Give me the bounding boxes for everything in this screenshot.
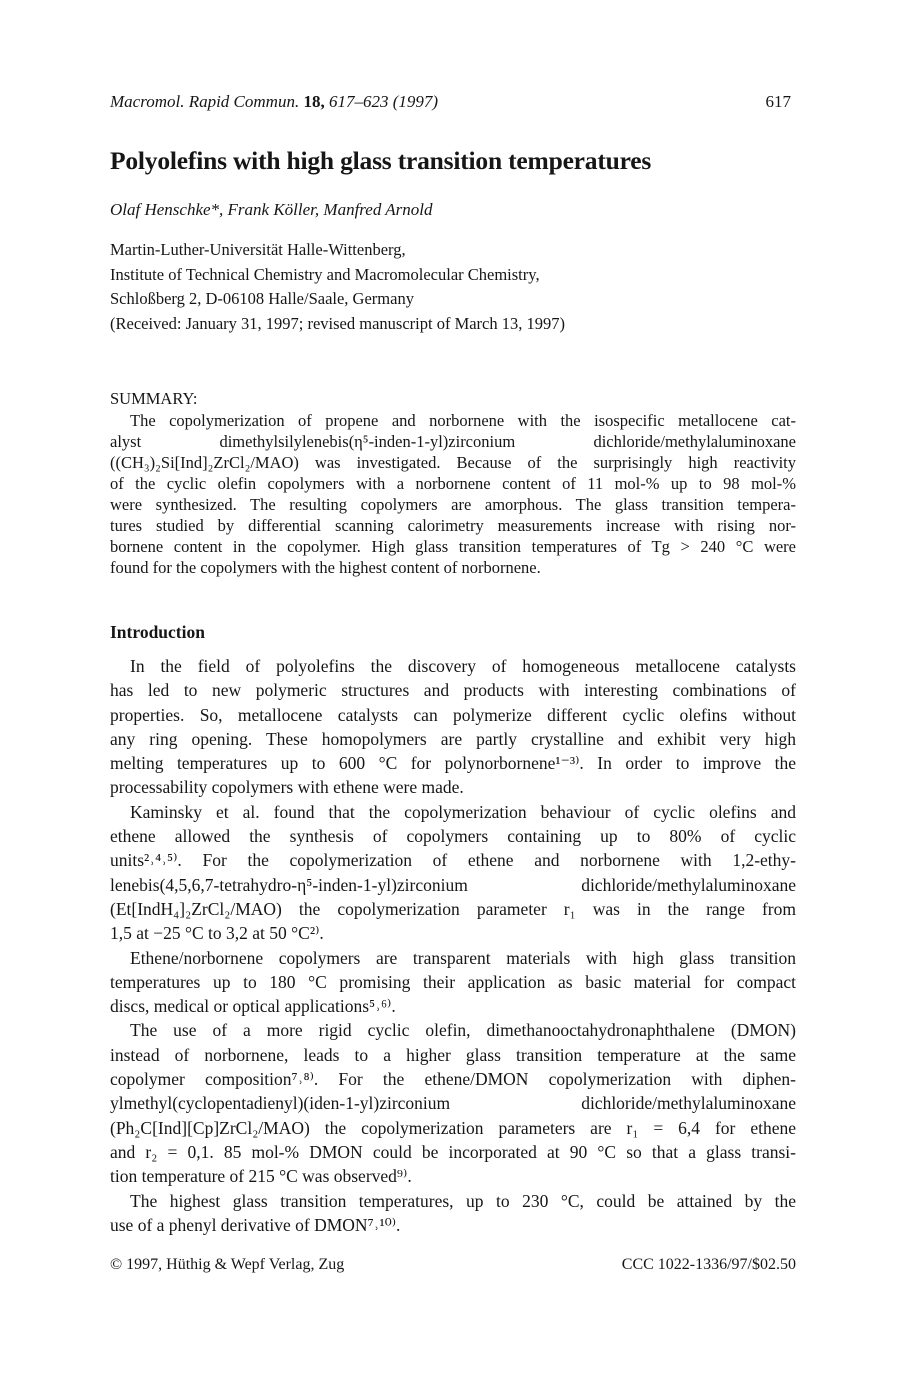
summary-body [110,410,796,578]
paragraph-line: properties. So, metallocene catalysts can polymerize different cyclic olefins without [110,704,796,725]
paragraph-line: ylmethyl(cyclopentadienyl)(iden-1-yl)zirconium dichloride/methylaluminoxane [110,1093,796,1114]
journal-pages-year: 617–623 (1997) [328,92,439,111]
copyright-notice: © 1997, Hüthig & Wepf Verlag, Zug [110,1256,345,1273]
paragraph-line: any ring opening. These homopolymers are partly crystalline and exhibit very high [110,728,796,749]
paragraph-line: Kaminsky et al. found that the copolymerization behaviour of cyclic olefins and [130,801,796,822]
affiliation-line: Institute of Technical Chemistry and Macromolecular Chemistry, [110,264,540,284]
paragraph-line: In the field of polyolefins the discovery of homogeneous metallocene catalysts [130,656,796,676]
paragraph-line: (Ph₂C[Ind][Cp]ZrCl₂/MAO) the copolymerization parameters are r₁ = 6,4 for ethene [110,1117,796,1138]
paragraph-line: discs, medical or optical applications⁵˒⁶⁾. [110,996,396,1017]
summary-line: tures studied by differential scanning calorimetry measurements increase with rising nor- [110,516,796,535]
running-head [110,92,796,118]
introduction-body [110,654,796,1237]
paragraph-line: 1,5 at −25 °C to 3,2 at 50 °C²⁾. [110,923,324,944]
summary-line: bornene content in the copolymer. High glass transition temperatures of Tg > 240 °C were [110,537,796,556]
paragraph-line: and r₂ = 0,1. 85 mol-% DMON could be incorporated at 90 °C so that a glass transi- [110,1141,796,1162]
paragraph-line: (Et[IndH₄]₂ZrCl₂/MAO) the copolymerization parameter r₁ was in the range from [110,898,796,919]
section-heading-introduction: Introduction [110,622,205,642]
paragraph-line: units²˒⁴˒⁵⁾. For the copolymerization of ethene and norbornene with 1,2-ethy- [110,850,796,871]
paragraph-line: processability copolymers with ethene were made. [110,777,464,798]
paragraph-line: ethene allowed the synthesis of copolymers containing up to 80% of cyclic [110,826,796,847]
article-title: Polyolefins with high glass transition temperatures [110,146,652,175]
received-dates: (Received: January 31, 1997; revised manuscript of March 13, 1997) [110,314,565,333]
paragraph-line: use of a phenyl derivative of DMON⁷˒¹⁰⁾. [110,1214,401,1235]
summary-line: alyst dimethylsilylenebis(η⁵-inden-1-yl)zirconium dichloride/methylaluminoxane [110,432,796,451]
author-list: Olaf Henschke*, Frank Köller, Manfred Arnold [110,200,433,219]
summary-heading: SUMMARY: [110,389,198,408]
paragraph-line: has led to new polymeric structures and products with interesting combinations of [110,680,796,701]
summary-line: The copolymerization of propene and norbornene with the isospecific metallocene cat- [130,411,796,430]
journal-citation [110,92,438,112]
ccc-code: CCC 1022-1336/97/$02.50 [621,1256,796,1273]
paragraph-line: Ethene/norbornene copolymers are transparent materials with high glass transition [130,947,796,968]
paragraph-line: temperatures up to 180 °C promising their application as basic material for compact [110,971,796,992]
summary-line: were synthesized. The resulting copolymers are amorphous. The glass transition tempera- [110,495,796,514]
affiliation [110,238,540,312]
paragraph-line: instead of norbornene, leads to a higher glass transition temperature at the same [110,1044,796,1065]
paragraph-line: The use of a more rigid cyclic olefin, dimethanooctahydronaphthalene (DMON) [130,1020,796,1041]
paragraph-line: The highest glass transition temperatures, up to 230 °C, could be attained by the [130,1190,796,1211]
summary-line: ((CH₃)₂Si[Ind]₂ZrCl₂/MAO) was investigated. Because of the surprisingly high reactivity [110,453,796,472]
journal-volume: 18, [303,92,325,111]
paragraph-line: melting temperatures up to 600 °C for polynorbornene¹⁻³⁾. In order to improve the [110,753,796,774]
page-number: 617 [765,92,791,111]
paragraph-line: copolymer composition⁷˒⁸⁾. For the ethene/DMON copolymerization with diphen- [110,1069,796,1090]
affiliation-line: Martin-Luther-Universität Halle-Wittenberg, [110,240,406,259]
paragraph-line: lenebis(4,5,6,7-tetrahydro-η⁵-inden-1-yl)zirconium dichloride/methylaluminoxane [110,874,796,895]
paragraph-line: tion temperature of 215 °C was observed⁹⁾. [110,1166,412,1187]
summary-line: of the cyclic olefin copolymers with a norbornene content of 11 mol-% up to 98 mol-% [110,474,796,493]
journal-name: Macromol. Rapid Commun. [110,92,300,111]
summary-line: found for the copolymers with the highest content of norbornene. [110,558,541,577]
affiliation-line: Schloßberg 2, D-06108 Halle/Saale, Germany [110,289,414,308]
